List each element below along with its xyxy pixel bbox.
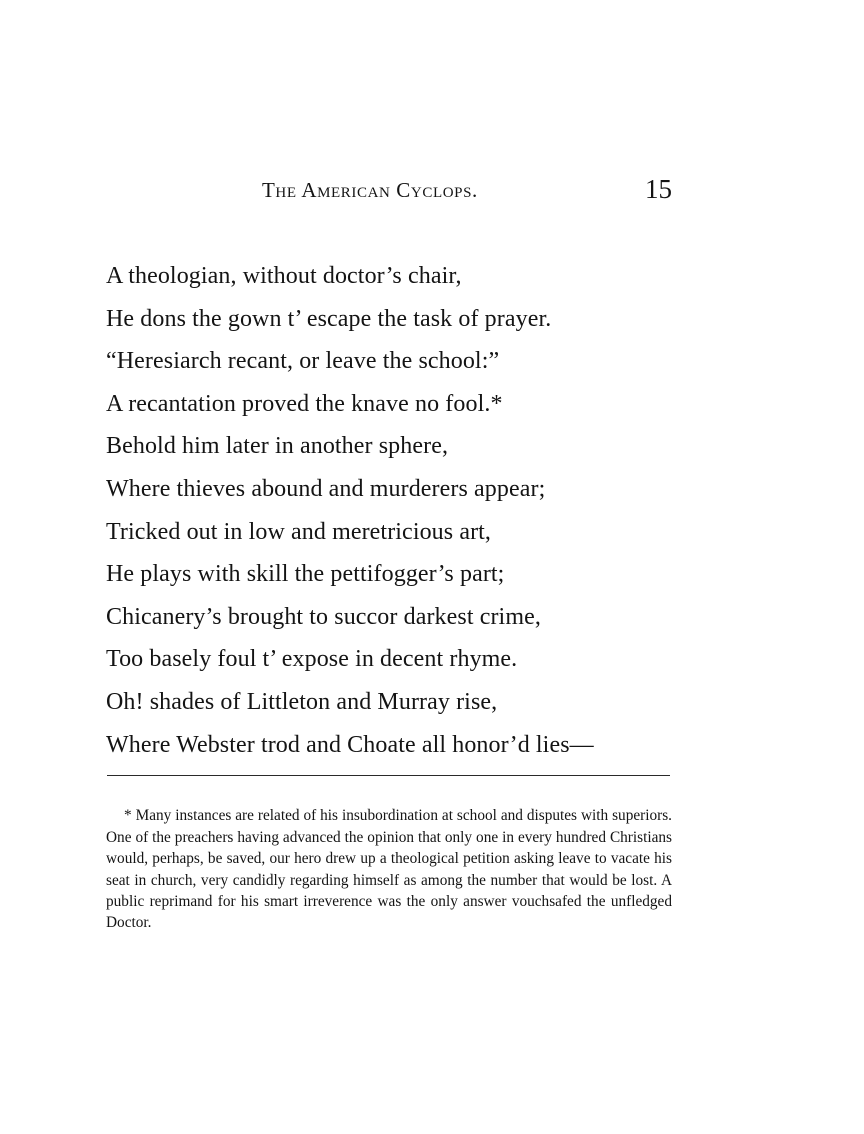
verse-line: Oh! shades of Littleton and Murray rise, (106, 688, 498, 715)
verse-line: Behold him later in another sphere, (106, 433, 449, 460)
verse-line: A theologian, without doctor’s chair, (106, 263, 462, 289)
verse-line: A recantation proved the knave no fool.* (106, 390, 503, 417)
poem-body (106, 255, 686, 766)
running-title: The American Cyclops. (262, 178, 478, 202)
footnote: * Many instances are related of his insubordination at school and disputes with superiors. One of the preachers having advanced the opinion that only one in every hundred Christians would, perhaps, be saved, our hero drew up a theological petition asking leave to vacate his seat in church, very candidly regarding himself as among the number that would be lost. A public reprimand for his smart irreverence was the only answer vouchsafed the unfledged Doctor. (106, 807, 672, 932)
page-number: 15 (645, 174, 672, 204)
verse-line: He dons the gown t’ escape the task of prayer. (106, 305, 552, 332)
verse-line: Where thieves abound and murderers appear; (106, 475, 546, 502)
verse-line: Too basely foul t’ expose in decent rhyme. (106, 646, 518, 673)
footnote-divider (107, 775, 670, 776)
page-header (262, 172, 672, 212)
verse-line: Tricked out in low and meretricious art, (106, 518, 492, 545)
verse-line: He plays with skill the pettifogger’s part; (106, 561, 505, 588)
verse-line: “Heresiarch recant, or leave the school:” (106, 348, 500, 375)
verse-line: Where Webster trod and Choate all honor’d lies— (106, 731, 594, 758)
verse-line: Chicanery’s brought to succor darkest crime, (106, 603, 541, 630)
